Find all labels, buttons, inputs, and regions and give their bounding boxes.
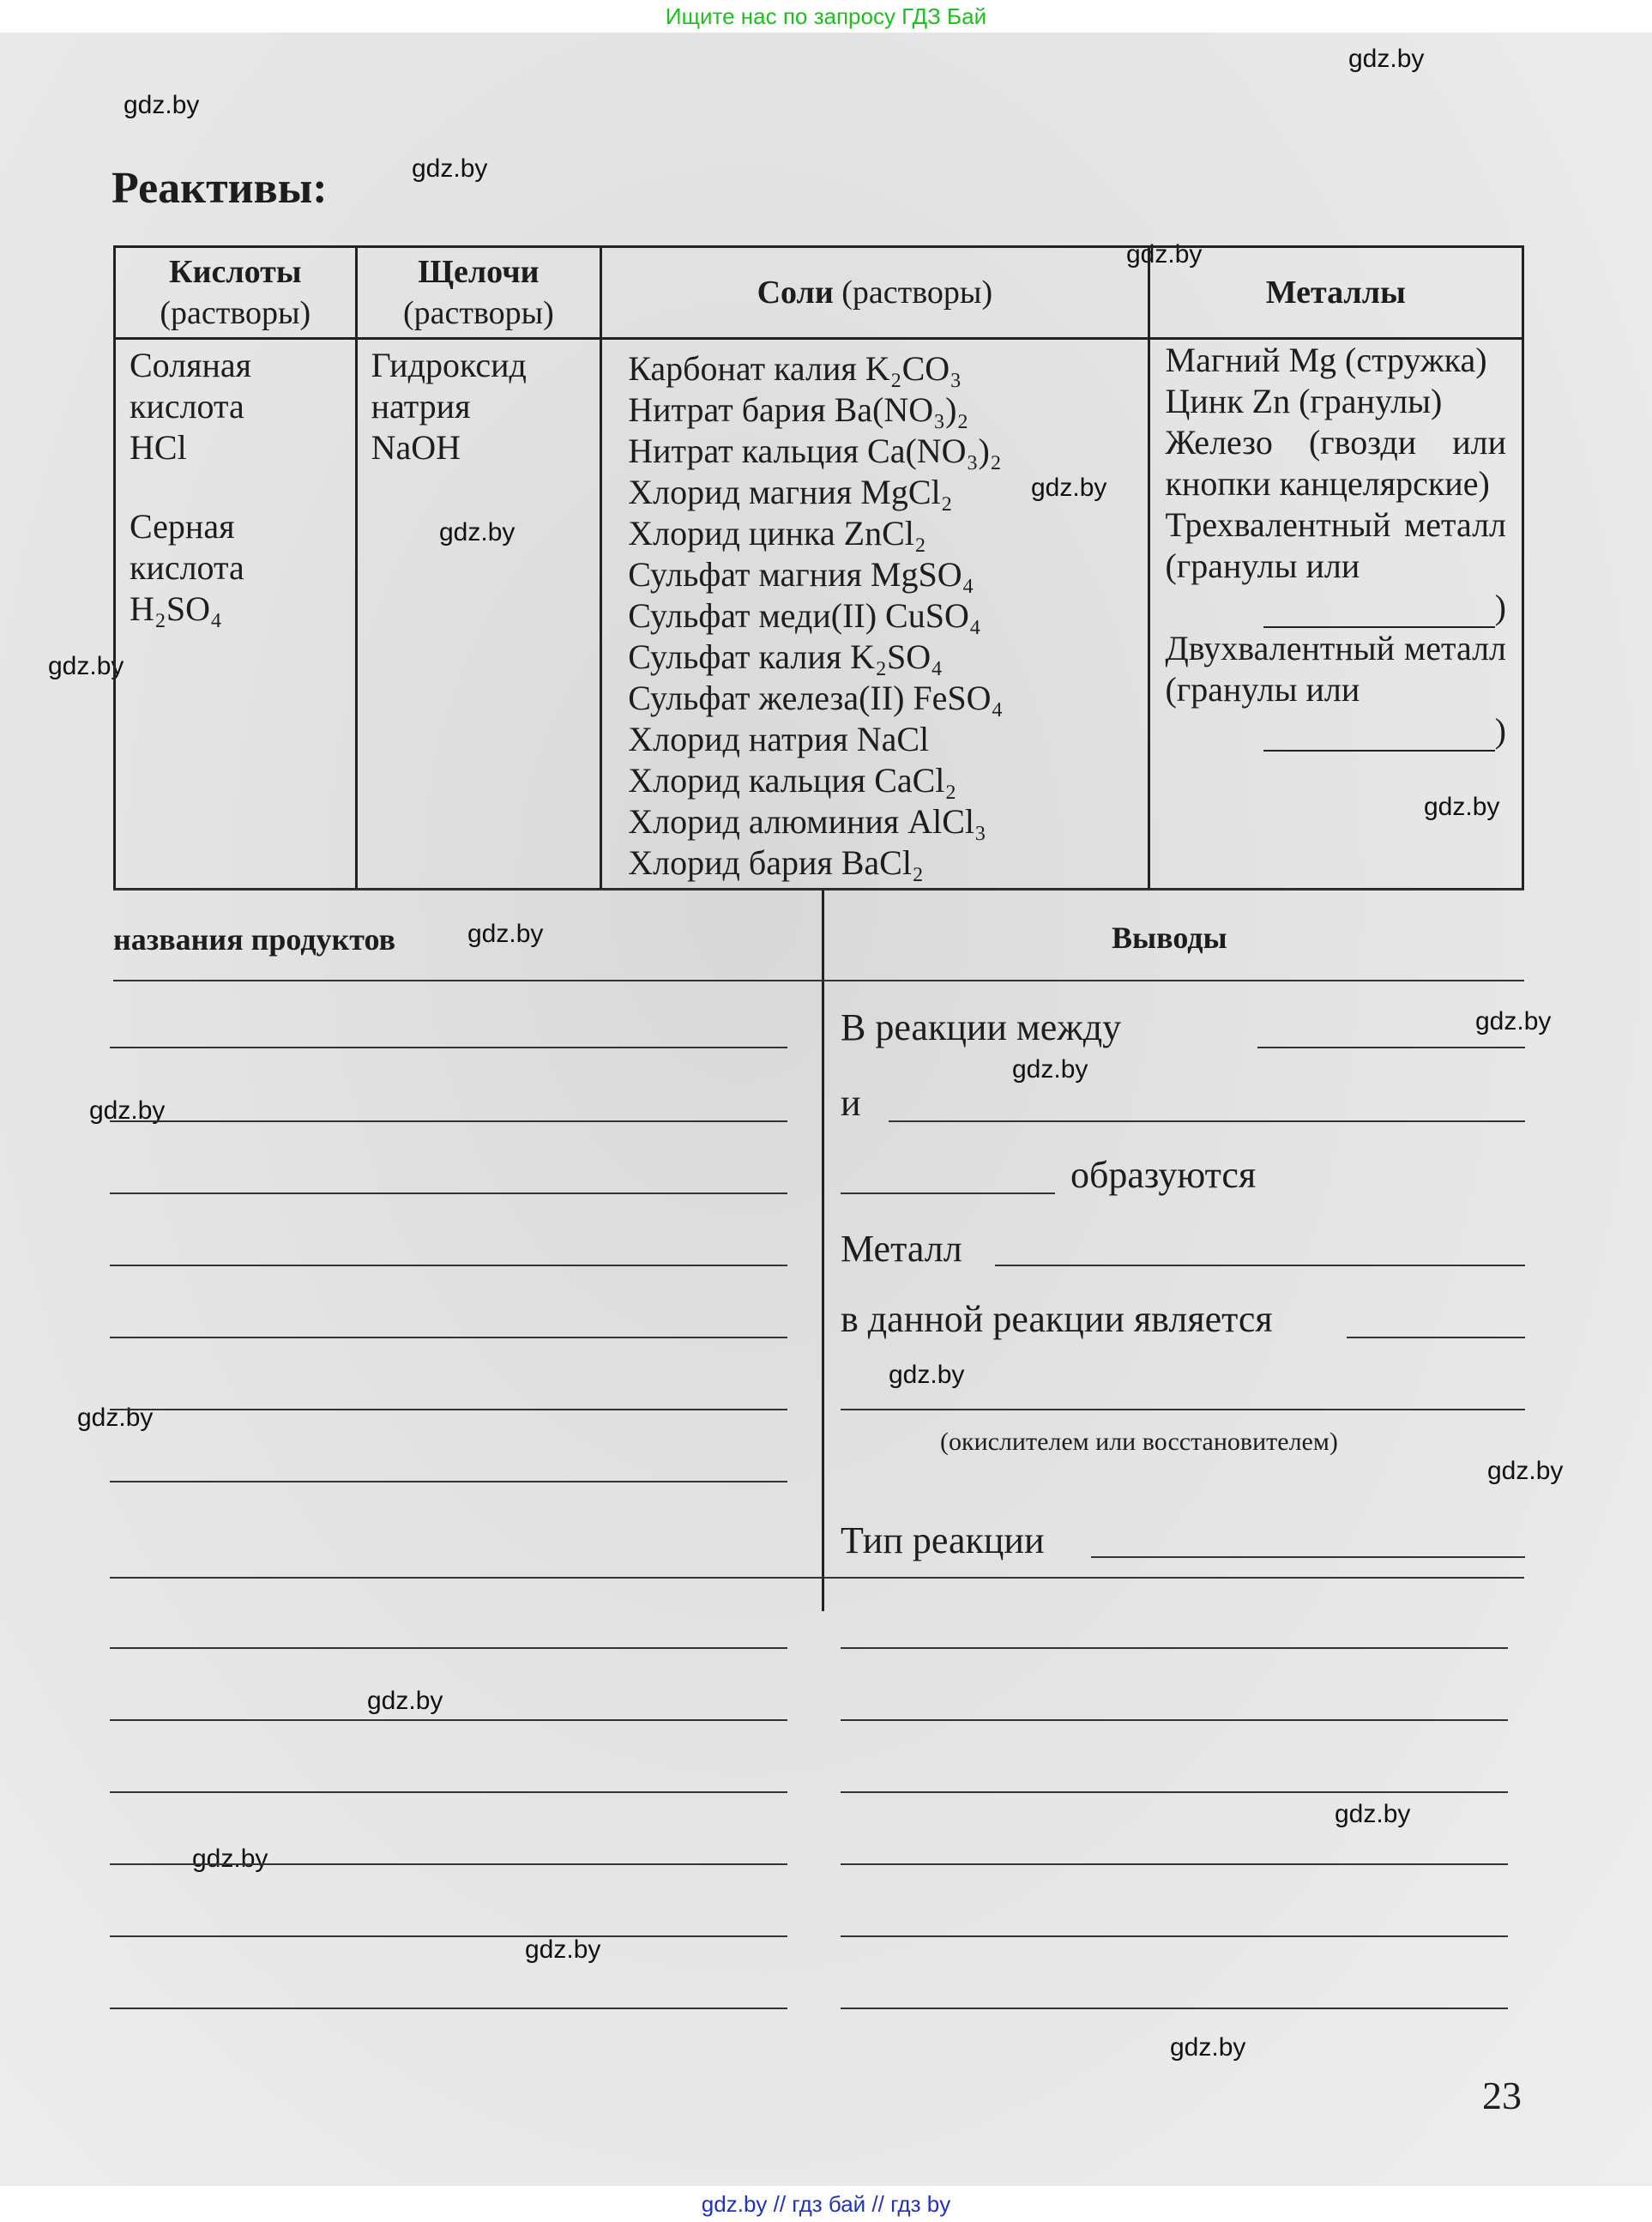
watermark: gdz.by <box>1012 1055 1088 1084</box>
bottom-banner[interactable]: gdz.by // гдз бай // гдз by <box>0 2186 1652 2222</box>
answer-line[interactable] <box>110 1409 787 1410</box>
salt-item: Хлорид натрия NaCl <box>628 720 930 758</box>
answer-line[interactable] <box>110 1791 787 1793</box>
watermark: gdz.by <box>889 1361 965 1389</box>
column-divider <box>822 889 824 1611</box>
salt-item: Хлорид кальция CaCl₂ <box>628 761 957 800</box>
watermark: gdz.by <box>439 518 515 546</box>
answer-line[interactable] <box>110 2008 787 2009</box>
answer-line[interactable] <box>841 1647 1508 1649</box>
salt-item: Хлорид бария BaCl₂ <box>628 843 924 882</box>
conclusions-caption: Выводы <box>1112 921 1227 955</box>
acid-1-formula: HCl <box>130 428 187 467</box>
answer-line[interactable] <box>110 1719 787 1721</box>
metals-cell <box>1149 339 1523 890</box>
watermark: gdz.by <box>367 1687 443 1715</box>
watermark: gdz.by <box>1424 793 1500 821</box>
role-hint: (окислителем или восстановителем) <box>940 1428 1338 1456</box>
workbook-page <box>0 33 1652 2186</box>
and-label: и <box>841 1082 861 1124</box>
products-caption: названия продуктов <box>113 922 396 957</box>
in-reaction-between-label: В реакции между <box>841 1006 1122 1048</box>
reagent-1-blank[interactable] <box>1257 1047 1525 1048</box>
answer-line[interactable] <box>841 1791 1508 1793</box>
acid-2-line2: кислота <box>130 548 244 587</box>
reagent-2-blank[interactable] <box>889 1120 1525 1122</box>
answer-line[interactable] <box>110 1047 787 1048</box>
watermark: gdz.by <box>1348 45 1425 73</box>
watermark: gdz.by <box>1126 240 1203 269</box>
table-bottom-rule <box>113 889 1524 891</box>
metal-item: Железо (гвозди или кнопки канцелярские) <box>1165 423 1506 503</box>
salt-item: Карбонат калия K₂CO₃ <box>628 349 962 388</box>
salt-item: Сульфат магния MgSO₄ <box>628 555 974 594</box>
acids-cell <box>115 339 357 890</box>
answer-line[interactable] <box>110 1120 787 1122</box>
salt-item: Хлорид цинка ZnCl₂ <box>628 514 926 552</box>
table-body-row <box>115 339 1523 890</box>
acid-1-line2: кислота <box>130 387 244 426</box>
answer-line[interactable] <box>110 1935 787 1937</box>
products-blank[interactable] <box>841 1193 1055 1194</box>
salt-item: Сульфат калия K₂SO₄ <box>628 637 944 676</box>
acids-header: Кислоты (растворы) <box>115 247 357 339</box>
alkalis-cell <box>356 339 601 890</box>
salts-cell <box>601 339 1149 890</box>
acid-1-line1: Соляная <box>130 346 252 384</box>
answer-line[interactable] <box>841 1935 1508 1937</box>
watermark: gdz.by <box>192 1845 268 1873</box>
page-heading: Реактивы: <box>112 164 328 213</box>
answer-line[interactable] <box>841 1863 1508 1865</box>
watermark: gdz.by <box>77 1404 154 1432</box>
metal-blank[interactable]: ) <box>1166 587 1507 628</box>
section-rule <box>113 1577 1524 1579</box>
salt-item: Сульфат меди(II) CuSO₄ <box>628 596 981 635</box>
answer-line[interactable] <box>110 1265 787 1266</box>
metal-item: Двухвалентный металл (гранулы или <box>1165 629 1506 709</box>
watermark: gdz.by <box>1170 2033 1246 2062</box>
reagents-table <box>113 245 1524 891</box>
salt-item: Сульфат железа(II) FeSO₄ <box>628 679 1004 717</box>
answer-line[interactable] <box>110 1337 787 1338</box>
caption-rule <box>113 980 1524 981</box>
alkalis-header: Щелочи (растворы) <box>356 247 601 339</box>
metal-blank[interactable] <box>995 1265 1525 1266</box>
salt-item: Хлорид алюминия AlCl₃ <box>628 802 986 841</box>
watermark: gdz.by <box>1031 474 1107 502</box>
role-blank[interactable] <box>1347 1337 1525 1338</box>
watermark: gdz.by <box>1475 1007 1552 1036</box>
alkali-1-formula: NaOH <box>371 428 461 467</box>
salt-item: Нитрат бария Ba(NO₃)₂ <box>628 390 969 429</box>
watermark: gdz.by <box>124 91 200 119</box>
watermark: gdz.by <box>525 1935 601 1964</box>
metal-blank[interactable]: ) <box>1166 710 1507 752</box>
in-this-reaction-label: в данной реакции является <box>841 1298 1273 1340</box>
metal-item: Цинк Zn (гранулы) <box>1165 382 1443 420</box>
answer-line[interactable] <box>110 1193 787 1194</box>
salt-item: Нитрат кальция Ca(NO₃)₂ <box>628 432 1002 470</box>
metals-header: Металлы <box>1149 247 1523 339</box>
reaction-type-blank[interactable] <box>1091 1556 1525 1558</box>
reaction-type-label: Тип реакции <box>841 1519 1045 1561</box>
watermark: gdz.by <box>48 652 124 680</box>
acid-2-formula: H₂SO₄ <box>130 589 222 628</box>
watermark: gdz.by <box>412 154 488 183</box>
answer-line[interactable] <box>110 1863 787 1865</box>
top-banner[interactable]: Ищите нас по запросу ГДЗ Бай <box>0 0 1652 33</box>
answer-line[interactable] <box>841 1719 1508 1721</box>
watermark: gdz.by <box>467 920 544 948</box>
alkali-1-line2: натрия <box>371 387 471 426</box>
answer-line[interactable] <box>110 1647 787 1649</box>
answer-line[interactable] <box>110 1481 787 1482</box>
watermark: gdz.by <box>1335 1800 1411 1828</box>
acid-2-line1: Серная <box>130 507 235 546</box>
metal-item: Магний Mg (стружка) <box>1165 341 1487 379</box>
salts-header: Соли (растворы) <box>601 247 1149 339</box>
role-blank-2[interactable] <box>841 1409 1525 1410</box>
watermark: gdz.by <box>1487 1457 1564 1485</box>
table-header-row <box>115 247 1523 339</box>
salt-item: Хлорид магния MgCl₂ <box>628 473 953 511</box>
alkali-1-line1: Гидроксид <box>371 346 527 384</box>
are-formed-label: образуются <box>1070 1154 1257 1196</box>
metal-label: Металл <box>841 1228 962 1270</box>
page-number: 23 <box>1482 2074 1522 2117</box>
watermark: gdz.by <box>89 1096 166 1125</box>
metal-item: Трехвалентный металл (гранулы или <box>1165 505 1506 585</box>
answer-line[interactable] <box>841 2008 1508 2009</box>
